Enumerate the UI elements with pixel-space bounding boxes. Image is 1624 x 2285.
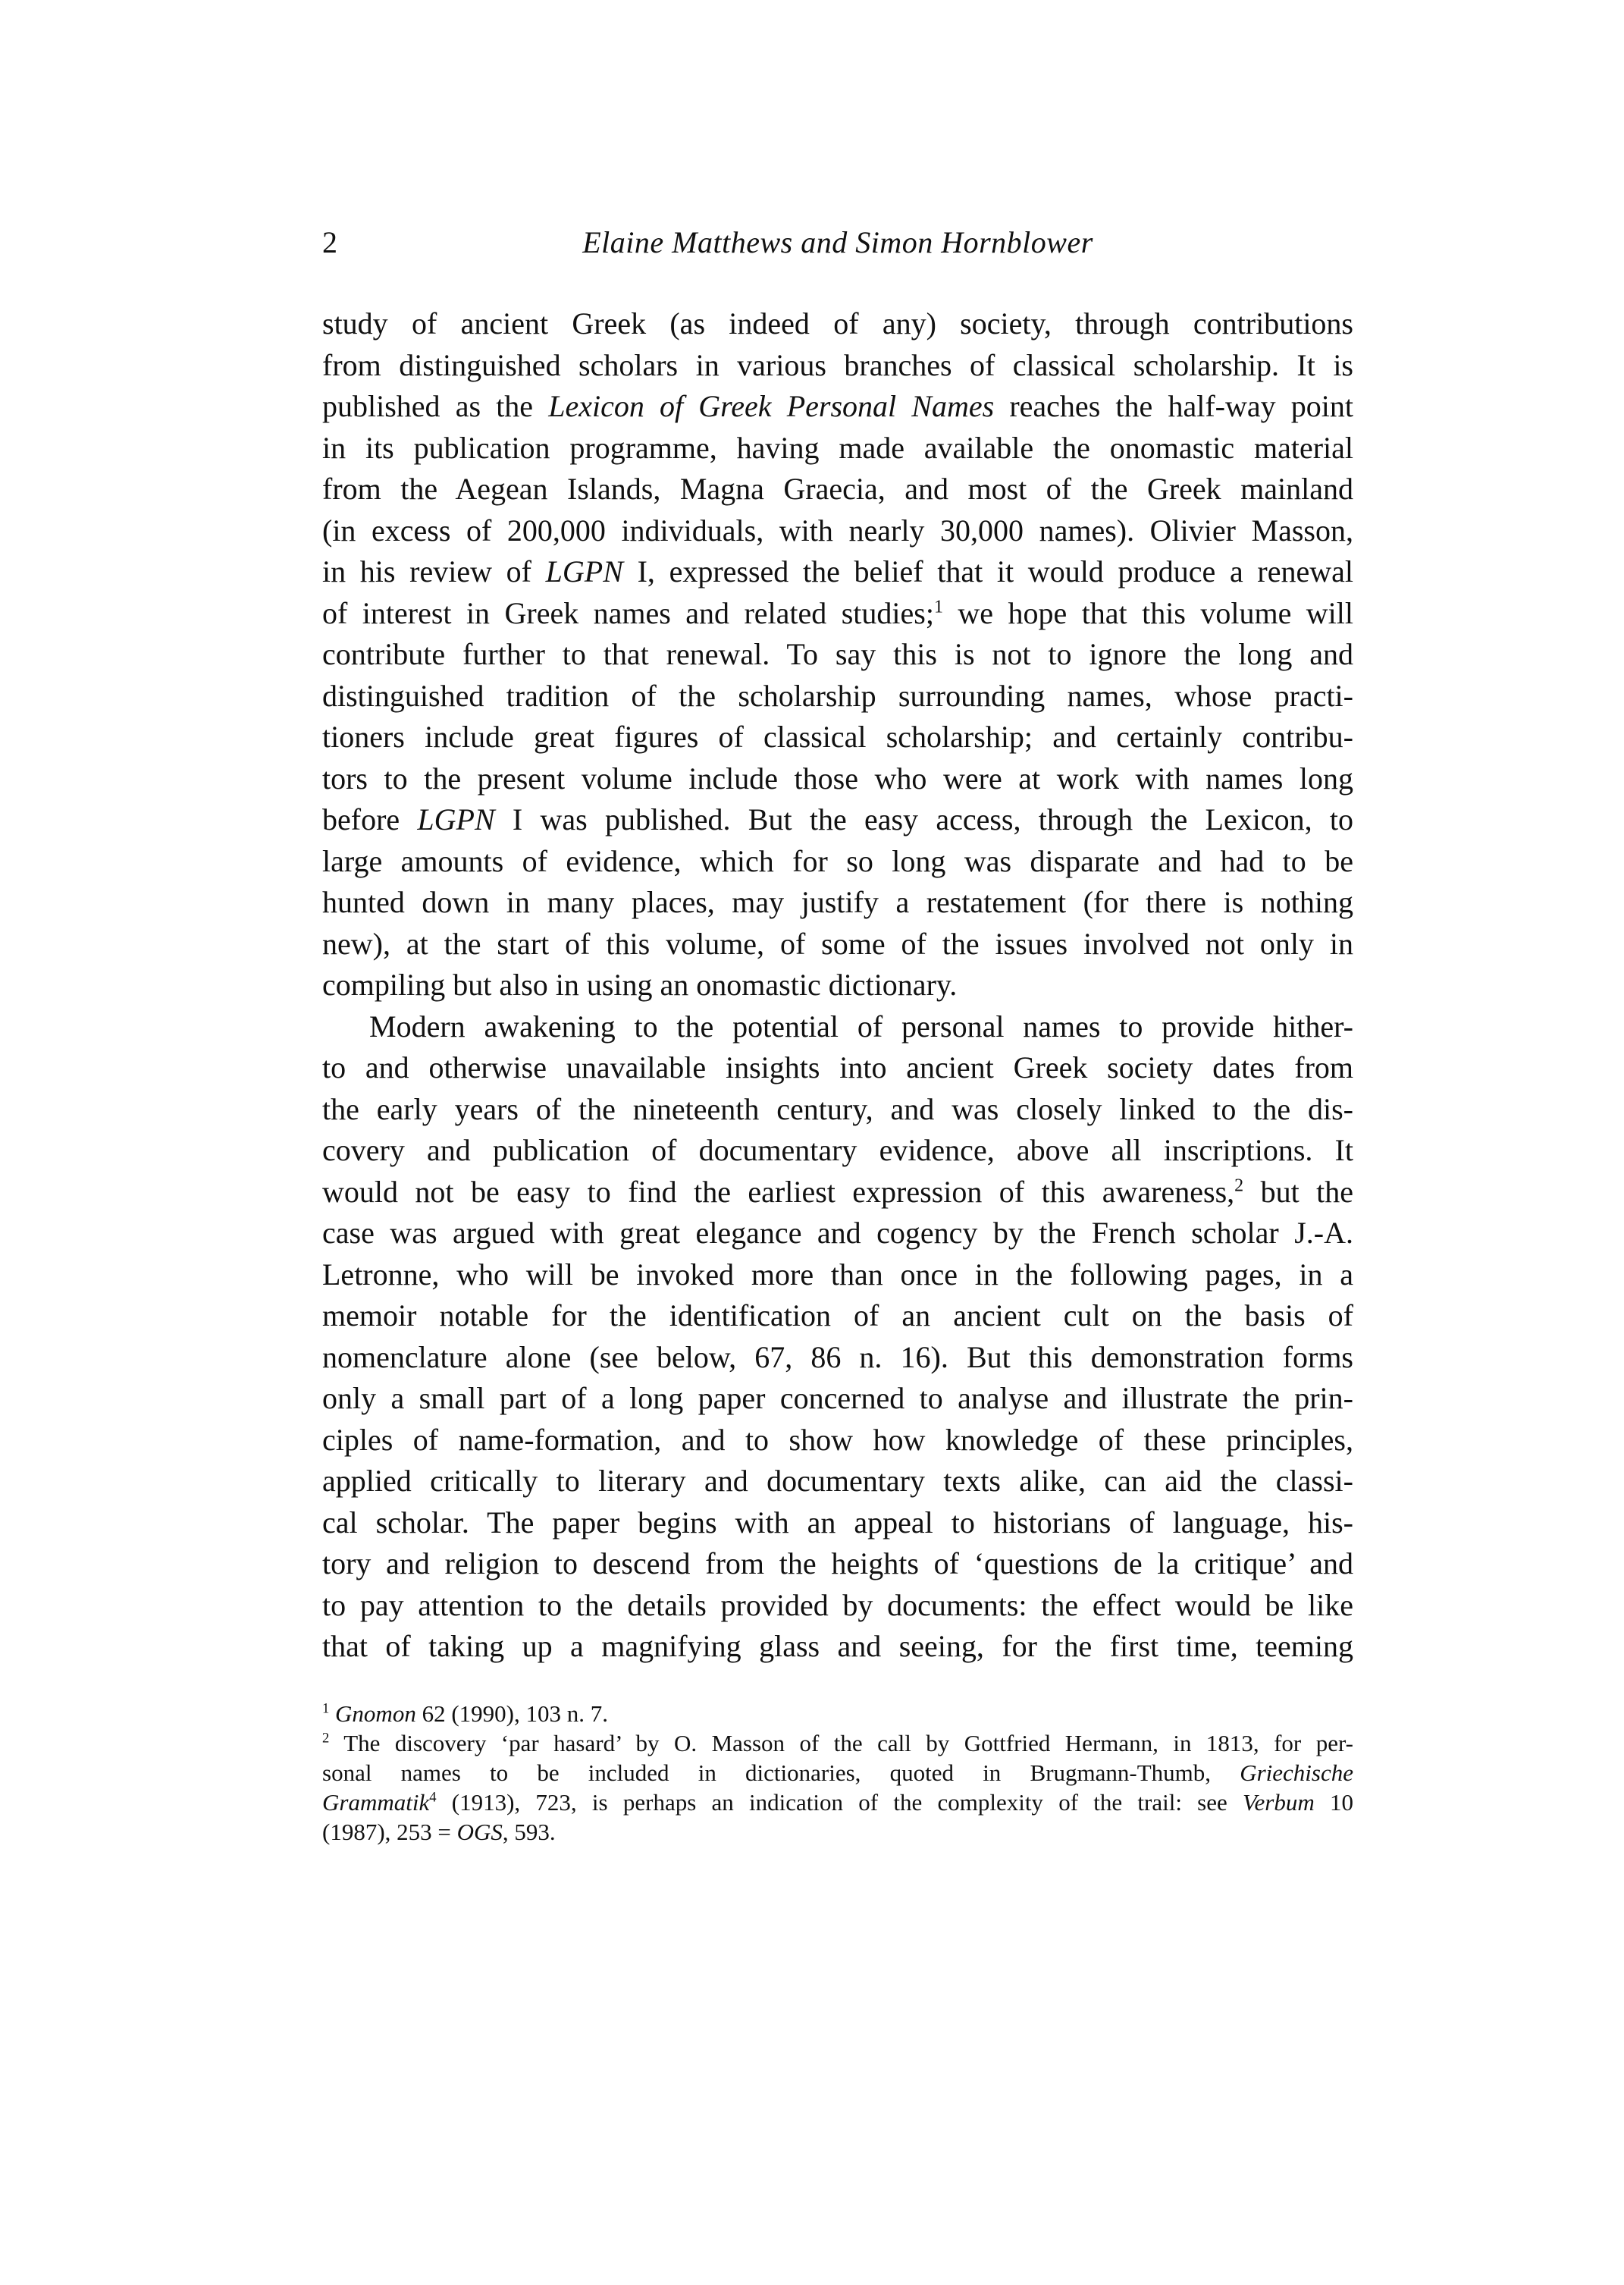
text-line: case was argued with great elegance and cogency by the French scholar J.-A.: [322, 1216, 1353, 1250]
italic-abbrev: LGPN: [545, 554, 623, 589]
text-line: compiling but also in using an onomastic dictionary.: [322, 968, 958, 1002]
text-line: only a small part of a long paper concerned to analyse and illustrate the prin-: [322, 1381, 1353, 1415]
footnote-number: 2: [322, 1730, 330, 1747]
text-line: from the Aegean Islands, Magna Graecia, and most of the Greek mainland: [322, 472, 1353, 506]
footnote-2-line: Grammatik$^4$ (1913), 723, is perhaps an indication of the complexity of the trail: see Verbum 10: [322, 1789, 1353, 1816]
text-line: the early years of the nineteenth century, and was closely linked to the dis-: [322, 1091, 1353, 1126]
text-line: in his review of LGPN I, expressed the belief that it would produce a renewal: [322, 554, 1353, 589]
footnote-ref-1: 1: [933, 597, 943, 617]
footnote-2-line: (1987), 253 = OGS, 593.: [322, 1819, 556, 1845]
text-line: memoir notable for the identification of an ancient cult on the basis of: [322, 1298, 1353, 1332]
footnote-1: $^1$ Gnomon 62 (1990), 103 n. 7.: [322, 1700, 608, 1727]
text-line: contribute further to that renewal. To say this is not to ignore the long and: [322, 637, 1353, 671]
footnote-ref-2: 2: [1234, 1175, 1244, 1196]
text-line: in its publication programme, having made available the onomastic material: [322, 430, 1353, 465]
text-line: study of ancient Greek (as indeed of any) society, through contributions: [322, 306, 1353, 341]
footnote-2: $^2$ The discovery ‘par hasard’ by O. Masson of the call by Gottfried Hermann, in 1813, for per-: [322, 1730, 1353, 1756]
text-line: hunted down in many places, may justify a restatement (for there is nothing: [322, 885, 1353, 919]
text-line: large amounts of evidence, which for so long was disparate and had to be: [322, 843, 1353, 878]
text-line: cal scholar. The paper begins with an appeal to historians of language, his-: [322, 1505, 1353, 1540]
text-line: of interest in Greek names and related studies;$^1$ we hope that this volume will: [322, 595, 1353, 630]
text-line: distinguished tradition of the scholarship surrounding names, whose practi-: [322, 678, 1353, 713]
text-line: that of taking up a magnifying glass and seeing, for the first time, teeming: [322, 1629, 1353, 1663]
text-line: published as the Lexicon of Greek Personal Names reaches the half-way point: [322, 389, 1353, 423]
text-line: to pay attention to the details provided by documents: the effect would be like: [322, 1587, 1353, 1622]
italic-abbrev: LGPN: [417, 802, 495, 836]
text-line: covery and publication of documentary evidence, above all inscriptions. It: [322, 1133, 1353, 1167]
body-text: [322, 303, 1353, 1668]
text-line: ciples of name-formation, and to show how knowledge of these principles,: [322, 1422, 1353, 1457]
footnote-number: 1: [322, 1700, 330, 1717]
paragraph-start-line: Modern awakening to the potential of personal names to provide hither-: [369, 1009, 1353, 1044]
text-line: nomenclature alone (see below, 67, 86 n. 16). But this demonstration forms: [322, 1339, 1353, 1374]
running-title: Elaine Matthews and Simon Hornblower: [582, 225, 1093, 259]
text-line: tory and religion to descend from the heights of ‘questions de la critique’ and: [322, 1546, 1353, 1580]
running-head: [322, 220, 1353, 265]
italic-title: Lexicon of Greek Personal Names: [548, 389, 995, 423]
text-line: tors to the present volume include those who were at work with names long: [322, 761, 1353, 796]
text-line: to and otherwise unavailable insights into ancient Greek society dates from: [322, 1050, 1353, 1084]
text-line: new), at the start of this volume, of some of the issues involved not only in: [322, 926, 1353, 961]
text-line: tioners include great figures of classical scholarship; and certainly contribu-: [322, 720, 1353, 754]
footnote-2-line: sonal names to be included in dictionaries, quoted in Brugmann-Thumb, Griechische: [322, 1759, 1353, 1786]
text-line: (in excess of 200,000 individuals, with nearly 30,000 names). Olivier Masson,: [322, 513, 1353, 548]
text-line: applied critically to literary and documentary texts alike, can aid the classi-: [322, 1464, 1353, 1498]
text-line: before LGPN I was published. But the easy access, through the Lexicon, to: [322, 802, 1353, 836]
text-line: from distinguished scholars in various branches of classical scholarship. It is: [322, 347, 1353, 382]
text-line: would not be easy to find the earliest expression of this awareness,$^2$ but the: [322, 1174, 1353, 1209]
text-line: Letronne, who will be invoked more than once in the following pages, in a: [322, 1257, 1353, 1292]
footnotes: [322, 1699, 1353, 1847]
page-number: 2: [322, 225, 337, 259]
